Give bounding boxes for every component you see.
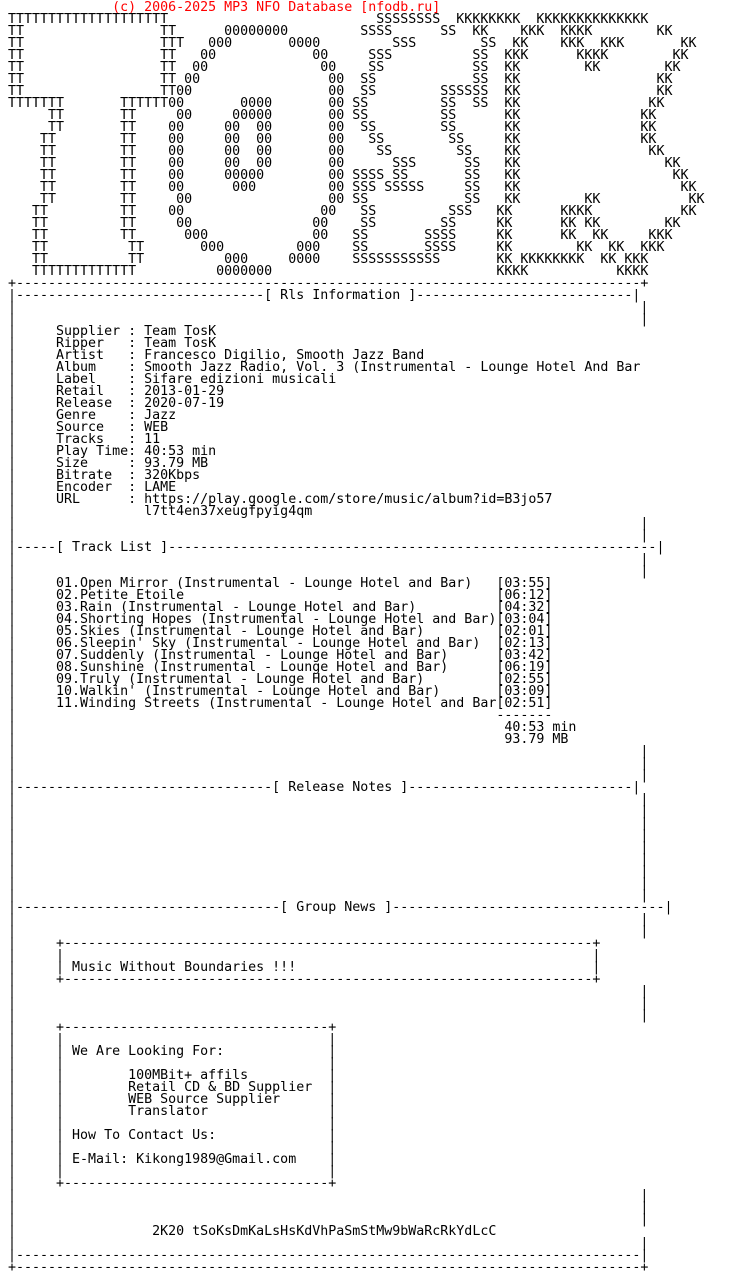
recruit-line: | | Translator | xyxy=(8,1104,337,1119)
rls-line: | Encoder : LAME xyxy=(8,480,177,495)
logo-line: TT TT 00 00 SS SS KK KK KK xyxy=(8,192,705,207)
rls-line: | Artist : Francesco Digilio, Smooth Jazz Band xyxy=(8,348,425,363)
frame-side: | | xyxy=(8,564,649,579)
logo-line: TT TT00 00 SS SSSSSS KK KK xyxy=(8,84,673,99)
logo-line: TT TT 00 00 SS SS KK KK KK KK xyxy=(8,216,681,231)
frame-side: | | xyxy=(8,864,649,879)
frame-side: | | xyxy=(8,876,649,891)
totals-rule: | ------- xyxy=(8,708,553,723)
track-line: | 06.Sleepin' Sky (Instrumental - Lounge Hotel and Bar) [02:13] xyxy=(8,636,553,651)
frame-side: | | xyxy=(8,1236,649,1251)
frame-side: | | xyxy=(8,888,649,903)
recruit-line: | | How To Contact Us: | xyxy=(8,1128,337,1143)
news-box-side: | | | xyxy=(8,948,601,963)
frame-side: | | xyxy=(8,1008,649,1023)
logo-line: TT TT 00 00 00 00 SS SS KK KK xyxy=(8,132,657,147)
nfo-text xyxy=(8,2,704,1274)
logo-line: TT TT 00 00 SS SSS KK KKKK KK xyxy=(8,204,697,219)
frame-top: +------------------------------------------------------------------------------+ xyxy=(8,276,649,291)
total-size: | 93.79 MB xyxy=(8,732,569,747)
section-separator-rls: |-------------------------------[ Rls Information ]---------------------------| xyxy=(8,288,641,303)
frame-side: | | xyxy=(8,756,649,771)
frame-side: | | xyxy=(8,1212,649,1227)
recruit-line: | | WEB Source Supplier | xyxy=(8,1092,337,1107)
track-line: | 01.Open Mirror (Instrumental - Lounge Hotel and Bar) [03:55] xyxy=(8,576,553,591)
logo-line: TT TT 00 00 SS SS KK KK KK xyxy=(8,60,681,75)
logo-line: TT TT 00 00 00 00 SS SS KK KK xyxy=(8,144,665,159)
news-box-top: | +------------------------------------------------------------------+ xyxy=(8,936,601,951)
frame-side: | | xyxy=(8,840,649,855)
track-line: | 07.Suddenly (Instrumental - Lounge Hotel and Bar) [03:42] xyxy=(8,648,553,663)
recruit-line: | | | xyxy=(8,1056,337,1071)
frame-side: | | xyxy=(8,852,649,867)
news-motto: | | Music Without Boundaries !!! | xyxy=(8,960,601,975)
frame-side: | | xyxy=(8,924,649,939)
recruit-line: | | We Are Looking For: | xyxy=(8,1044,337,1059)
logo-line: TT TT 00 00 00 00 SSS SS KK KK xyxy=(8,156,681,171)
logo-line: TT TT 00 00 SS SS KK KK xyxy=(8,72,673,87)
track-line: | 04.Shorting Hopes (Instrumental - Lounge Hotel and Bar)[03:04] xyxy=(8,612,553,627)
rls-line: | Label : Sifare edizioni musicali xyxy=(8,372,337,387)
logo-line: TT TT 000 000 SS SSSS KK KK KK KKK xyxy=(8,240,665,255)
logo-line: TT TTT 000 0000 SSS SS KK KKK KKK KK xyxy=(8,36,697,51)
frame-side: | | xyxy=(8,816,649,831)
recruit-box-bottom: | +---------------------------------+ xyxy=(8,1176,337,1191)
frame-side: | | xyxy=(8,996,649,1011)
nfodb-banner: (c) 2006-2025 MP3 NFO Database [nfodb.ru] xyxy=(8,0,441,15)
recruit-box-side: | | | xyxy=(8,1032,337,1047)
logo-line: TT TT 00 00000 00 SSSS SS SS KK KK xyxy=(8,168,689,183)
section-separator-notes: |--------------------------------[ Release Notes ]----------------------------| xyxy=(8,780,641,795)
frame-side: | | xyxy=(8,312,649,327)
frame-side: | | xyxy=(8,1200,649,1215)
rls-line: | Play Time: 40:53 min xyxy=(8,444,217,459)
recruit-box-side: | | | xyxy=(8,1164,337,1179)
recruit-line: | | | xyxy=(8,1140,337,1155)
logo-line: TT TT 000 00 SS SSSS KK KK KK KKK xyxy=(8,228,673,243)
frame-side: | | xyxy=(8,768,649,783)
rls-line: | Source : WEB xyxy=(8,420,169,435)
section-separator-news: |---------------------------------[ Group News ]----------------------------------| xyxy=(8,900,673,915)
track-line: | 08.Sunshine (Instrumental - Lounge Hotel and Bar) [06:19] xyxy=(8,660,553,675)
recruit-box-top: | +---------------------------------+ xyxy=(8,1020,337,1035)
logo-line: TTTTTTT TTTTTT00 0000 00 SS SS SS KK KK xyxy=(8,96,665,111)
group-signature: | 2K20 tSoKsDmKaLsHsKdVhPaSmStMw9bWaRcRkYdLcC xyxy=(8,1224,497,1239)
frame-side: | | xyxy=(8,792,649,807)
track-line: | 09.Truly (Instrumental - Lounge Hotel and Bar) [02:55] xyxy=(8,672,553,687)
track-line: | 02.Petite Etoile [06:12] xyxy=(8,588,553,603)
section-separator-tracks: |-----[ Track List ]-------------------------------------------------------------| xyxy=(8,540,665,555)
recruit-line: | | | xyxy=(8,1116,337,1131)
rls-line: | l7tt4en37xeugfpyig4qm xyxy=(8,504,313,519)
rls-line: | Size : 93.79 MB xyxy=(8,456,209,471)
frame-side: | | xyxy=(8,804,649,819)
track-line: | 10.Walkin' (Instrumental - Lounge Hotel and Bar) [03:09] xyxy=(8,684,553,699)
news-box-bottom: | +------------------------------------------------------------------+ xyxy=(8,972,601,987)
logo-line: TTTTTTTTTTTTTTTTTTTT SSSSSSSS KKKKKKKK KKKKKKKKKKKKKK xyxy=(8,12,649,27)
frame-side: | | xyxy=(8,300,649,315)
rls-line: | Release : 2020-07-19 xyxy=(8,396,225,411)
logo-line: TT TT 00000000 SSSS SS KK KKK KKKK KK xyxy=(8,24,673,39)
logo-line: TT TT 00 00 SSS SS KKK KKKK KK xyxy=(8,48,689,63)
frame-side: | | xyxy=(8,744,649,759)
rls-line: | Retail : 2013-01-29 xyxy=(8,384,225,399)
frame-side: | | xyxy=(8,516,649,531)
frame-side: | | xyxy=(8,828,649,843)
frame-side: | | xyxy=(8,984,649,999)
recruit-line: | | Retail CD & BD Supplier | xyxy=(8,1080,337,1095)
rls-line: | URL : https://play.google.com/store/music/album?id=B3jo57 xyxy=(8,492,553,507)
logo-line: TT TT 00 000 00 SSS SSSSS SS KK KK xyxy=(8,180,697,195)
frame-bottom: +------------------------------------------------------------------------------+ xyxy=(8,1260,649,1275)
rls-line: | Ripper : Team TosK xyxy=(8,336,217,351)
logo-line: TT TT 00 00000 00 SS SS KK KK xyxy=(8,108,657,123)
recruit-email: | | E-Mail: Kikong1989@Gmail.com | xyxy=(8,1152,337,1167)
frame-side: | | xyxy=(8,552,649,567)
logo-line: TT TT 00 00 00 00 SS SS KK KK xyxy=(8,120,657,135)
rls-line: | Supplier : Team TosK xyxy=(8,324,217,339)
recruit-line: | | 100MBit+ affils | xyxy=(8,1068,337,1083)
logo-line: TT TT 000 0000 SSSSSSSSSSS KK KKKKKKKK KK KKK xyxy=(8,252,649,267)
frame-side: | | xyxy=(8,1188,649,1203)
rls-line: | Tracks : 11 xyxy=(8,432,161,447)
frame-bottom-separator: |------------------------------------------------------------------------------| xyxy=(8,1248,649,1263)
total-time: | 40:53 min xyxy=(8,720,577,735)
track-line: | 11.Winding Streets (Instrumental - Lounge Hotel and Bar[02:51] xyxy=(8,696,553,711)
frame-side: | | xyxy=(8,528,649,543)
frame-side: | | xyxy=(8,912,649,927)
rls-line: | Album : Smooth Jazz Radio, Vol. 3 (Instrumental - Lounge Hotel And Bar xyxy=(8,360,641,375)
rls-line: | Bitrate : 320Kbps xyxy=(8,468,201,483)
rls-line: | Genre : Jazz xyxy=(8,408,177,423)
track-line: | 05.Skies (Instrumental - Lounge Hotel and Bar) [02:01] xyxy=(8,624,553,639)
track-line: | 03.Rain (Instrumental - Lounge Hotel and Bar) [04:32] xyxy=(8,600,553,615)
logo-line: TTTTTTTTTTTTT 0000000 KKKK KKKK xyxy=(8,264,649,279)
